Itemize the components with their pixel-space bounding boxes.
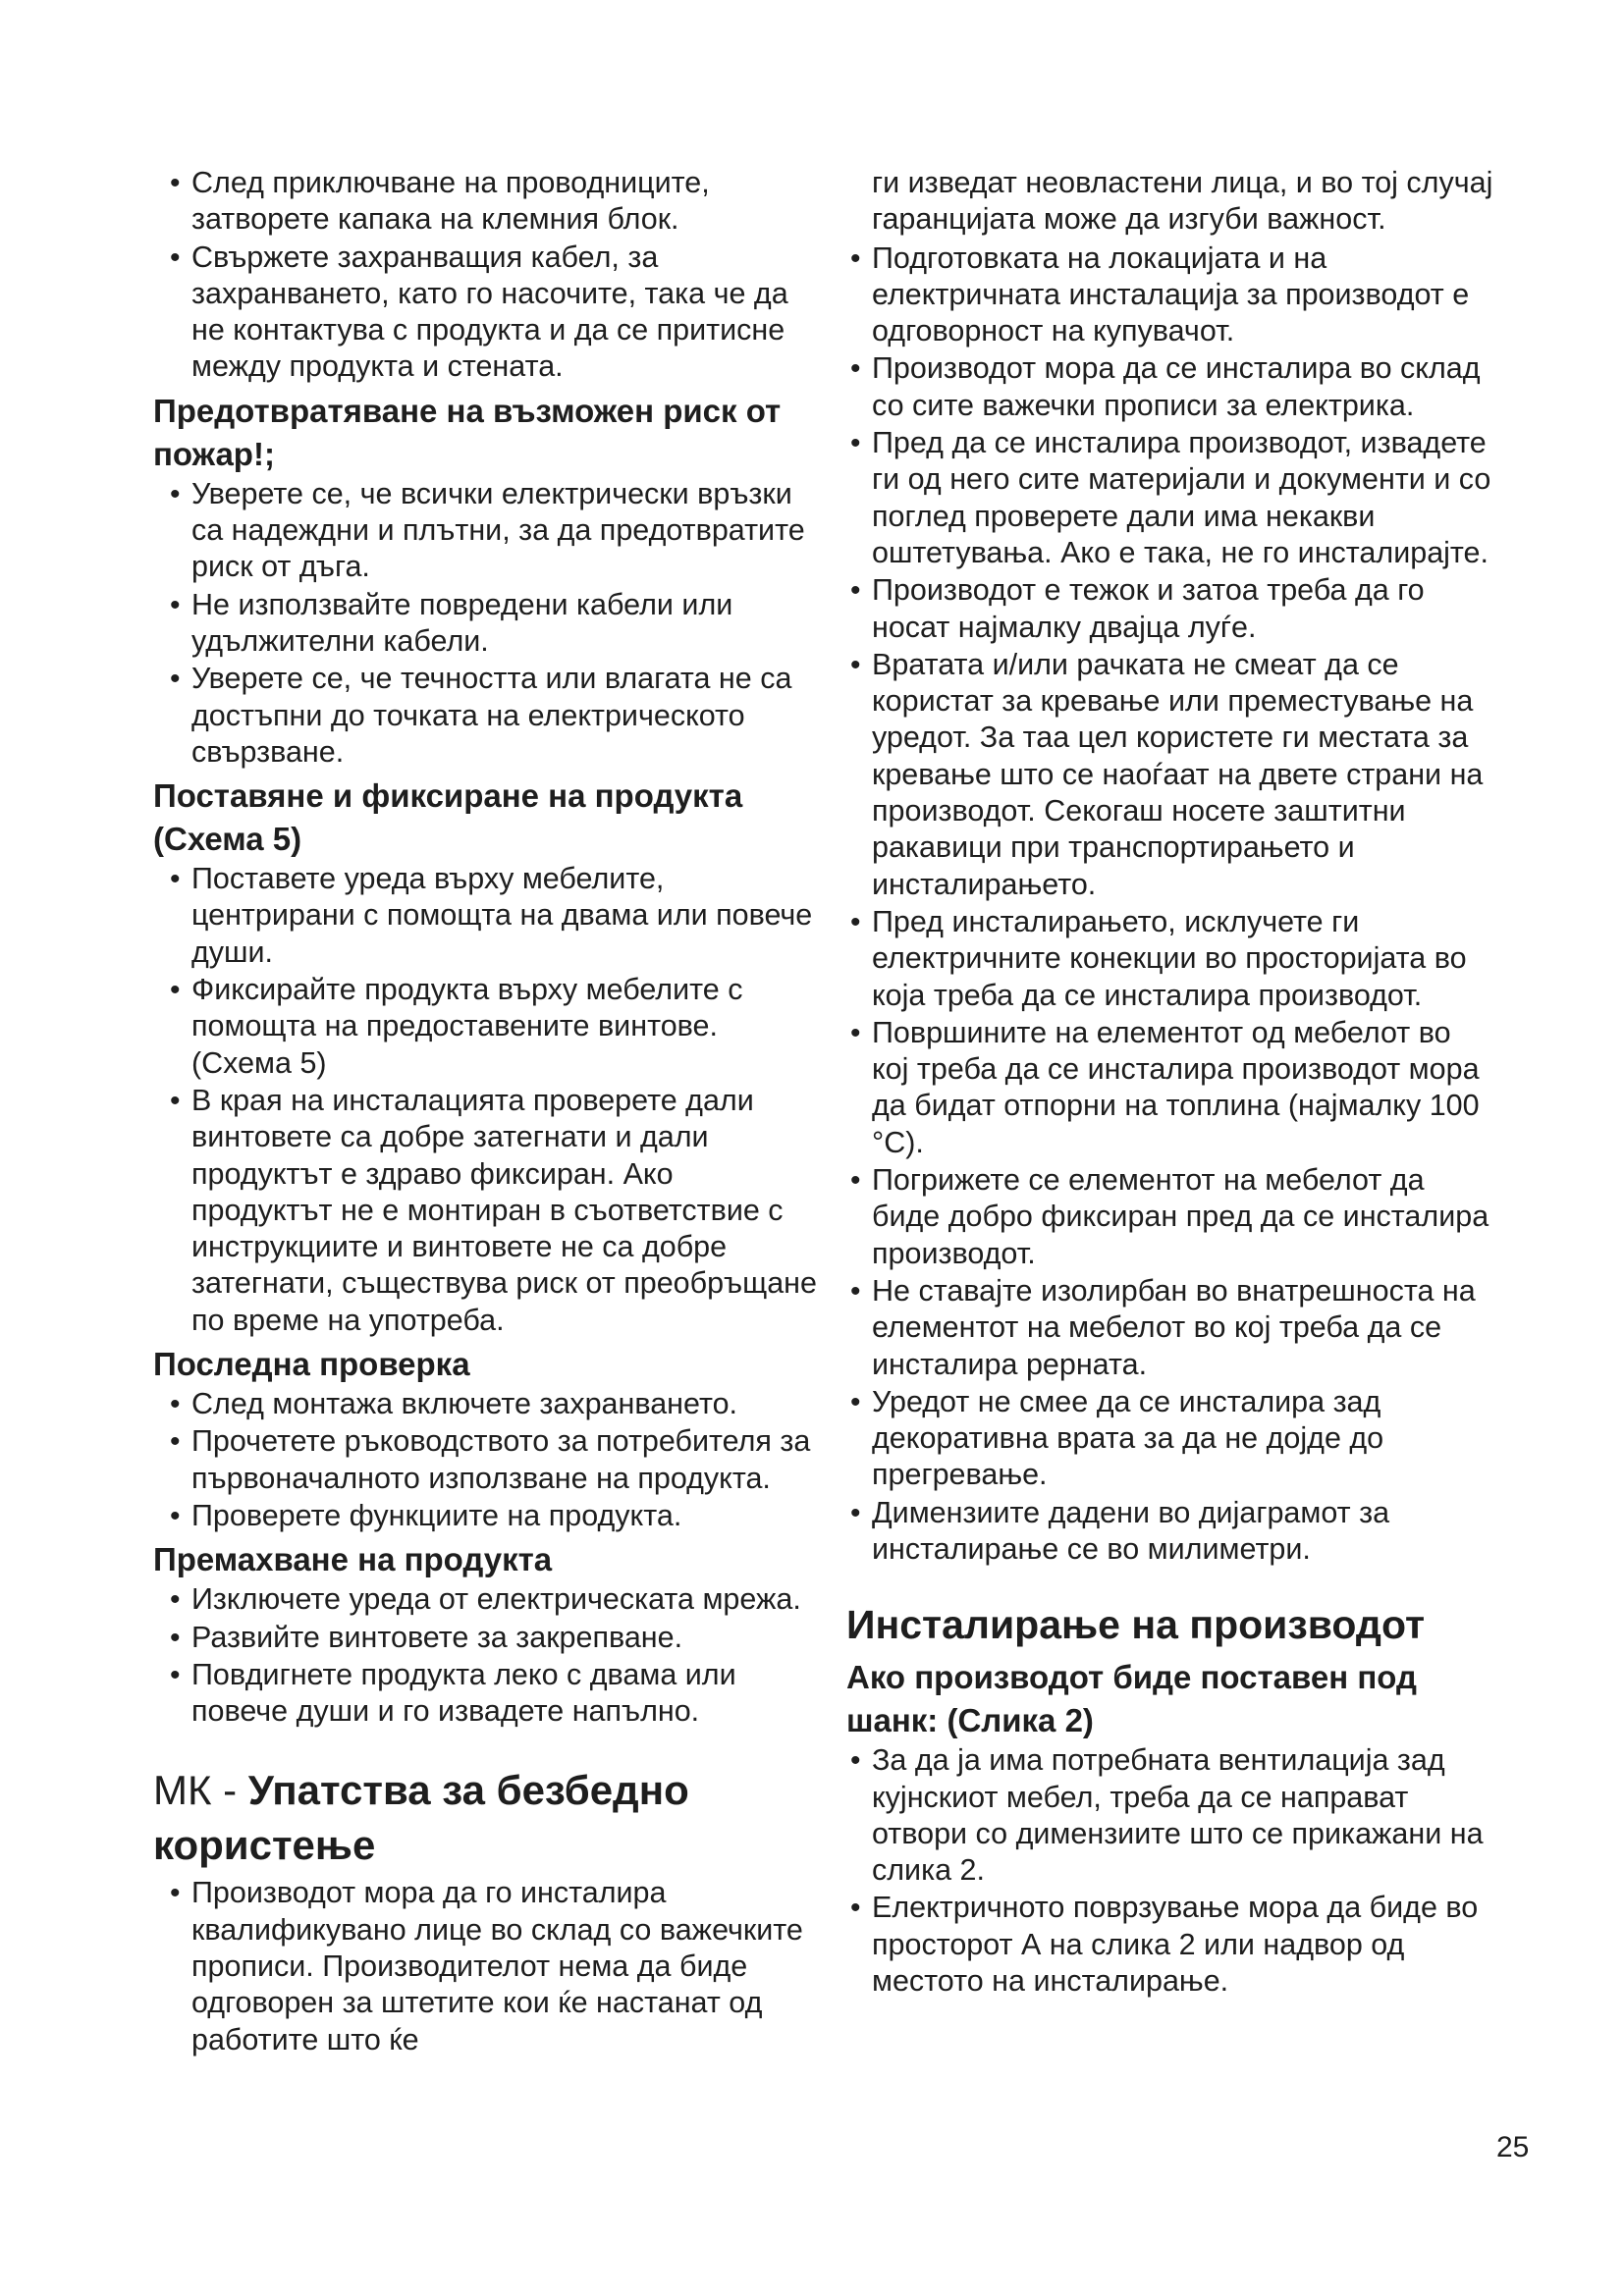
list-item: • Поставете уреда върху мебелите, центрирани с помощта на двама или повече души.: [153, 861, 821, 971]
list-item: • Димензиите дадени во дијаграмот за инсталирање се во милиметри.: [846, 1495, 1494, 1569]
fixing-list: [153, 861, 821, 1339]
list-item: • Развийте винтовете за закрепване.: [153, 1620, 821, 1656]
list-item: • Производот мора да го инсталира квалификувано лице во склад со важечките прописи. Производителот нема да биде одговорен за штетите кои ќе настанат од работите што ќе: [153, 1875, 821, 2057]
final-check-list: [153, 1386, 821, 1534]
list-item: • За да ја има потребната вентилација зад кујнскиот мебел, треба да се направат отвори со димензиите што се прикажани на слика 2.: [846, 1742, 1494, 1889]
list-item: • След монтажа включете захранването.: [153, 1386, 821, 1422]
list-item: • След приключване на проводниците, затворете капака на клемния блок.: [153, 165, 821, 239]
intro-list: [153, 165, 821, 386]
fire-list: [153, 476, 821, 771]
list-item: • Подготовката на локацијата и на електричната инсталација за производот е одговорност на купувачот.: [846, 240, 1494, 350]
mk-title: Упатства за безбедно користење: [153, 1767, 689, 1869]
list-item: • Пред инсталирањето, исклучете ги електричните конекции во просторијата во која треба да се инсталира производот.: [846, 904, 1494, 1014]
list-item: • Вратата и/или рачката не смеат да се користат за кревање или преместување на уредот. За таа цел користете ги местата за кревање што се наоѓаат на двете страни на производот. Секогаш носете заштитни ракавици при транспортирањето и инсталирањето.: [846, 647, 1494, 903]
list-item: • Свържете захранващия кабел, за захранването, като го насочите, така че да не контактува с продукта и да се притисне между продукта и стената.: [153, 240, 821, 386]
list-item: • Прочетете ръководството за потребителя за първоначалното използване на продукта.: [153, 1423, 821, 1497]
list-item: • Проверете функциите на продукта.: [153, 1498, 821, 1534]
mk-list: [153, 1875, 821, 2057]
list-item: • Електричното поврзување мора да биде во просторот А на слика 2 или надвор од местото на инсталирање.: [846, 1890, 1494, 2000]
mk-section-title: [153, 1763, 821, 1873]
list-item: • Производот мора да се инсталира во склад со сите важечки прописи за електрика.: [846, 350, 1494, 424]
install-subheading: Ако производот биде поставен под шанк: (Слика 2): [846, 1659, 1417, 1739]
list-item: • Погрижете се елементот на мебелот да биде добро фиксиран пред да се инсталира производот.: [846, 1162, 1494, 1272]
fire-heading: Предотвратяване на възможен риск от пожар!;: [153, 392, 782, 472]
list-item: • Уредот не смее да се инсталира зад декоративна врата за да не дојде до прегревање.: [846, 1384, 1494, 1494]
install-title: Инсталирање на производот: [846, 1602, 1426, 1648]
list-item: • Пред да се инсталира производот, извадете ги од него сите материјали и документи и со поглед проверете дали има некакви оштетувања. Ако е така, не го инсталирајте.: [846, 425, 1494, 571]
removal-list: [153, 1581, 821, 1730]
list-item: • В края на инсталацията проверете дали винтовете са добре затегнати и дали продуктът е здраво фиксиран. Ако продуктът не е монтиран в съответствие с инструкциите и винтовете не са добре затегнати, съществува риск от преобръщане по време на употреба.: [153, 1083, 821, 1339]
final-check-heading: Последна проверка: [153, 1346, 470, 1383]
fixing-heading: Поставяне и фиксиране на продукта: [153, 777, 743, 815]
list-item: • Фиксирайте продукта върху мебелите с помощта на предоставените винтове. (Схема 5): [153, 972, 821, 1082]
continuation-text: ги изведат неовластени лица, и во тој случај гаранцијата може да изгуби важност.: [872, 166, 1493, 237]
page-number: 25: [1496, 2131, 1530, 2163]
safety-list: [846, 240, 1494, 1569]
list-item: • Изключете уреда от електрическата мрежа.: [153, 1581, 821, 1618]
left-column: [153, 165, 821, 2062]
list-item: • Површините на елементот од мебелот во кој треба да се инсталира производот мора да бидат отпорни на топлина (најмалку 100 °C).: [846, 1015, 1494, 1161]
list-item: • Уверете се, че течността или влагата не са достъпни до точката на електрическото свързване.: [153, 661, 821, 771]
install-list: [846, 1742, 1494, 2000]
list-item: • Не използвайте повредени кабели или удължителни кабели.: [153, 587, 821, 661]
right-column: [846, 165, 1494, 2003]
removal-heading: Премахване на продукта: [153, 1541, 553, 1578]
fixing-subheading: (Схема 5): [153, 821, 302, 858]
list-item: • Производот е тежок и затоа треба да го носат најмалку двајца луѓе.: [846, 572, 1494, 646]
list-item: • Уверете се, че всички електрически връзки са надеждни и плътни, за да предотвратите риск от дъга.: [153, 476, 821, 586]
list-item: • Не ставајте изолирбан во внатрешноста на елементот на мебелот во кој треба да се инсталира рерната.: [846, 1273, 1494, 1383]
list-item: • Повдигнете продукта леко с двама или повече души и го извадете напълно.: [153, 1657, 821, 1731]
mk-prefix: МК -: [153, 1767, 248, 1814]
